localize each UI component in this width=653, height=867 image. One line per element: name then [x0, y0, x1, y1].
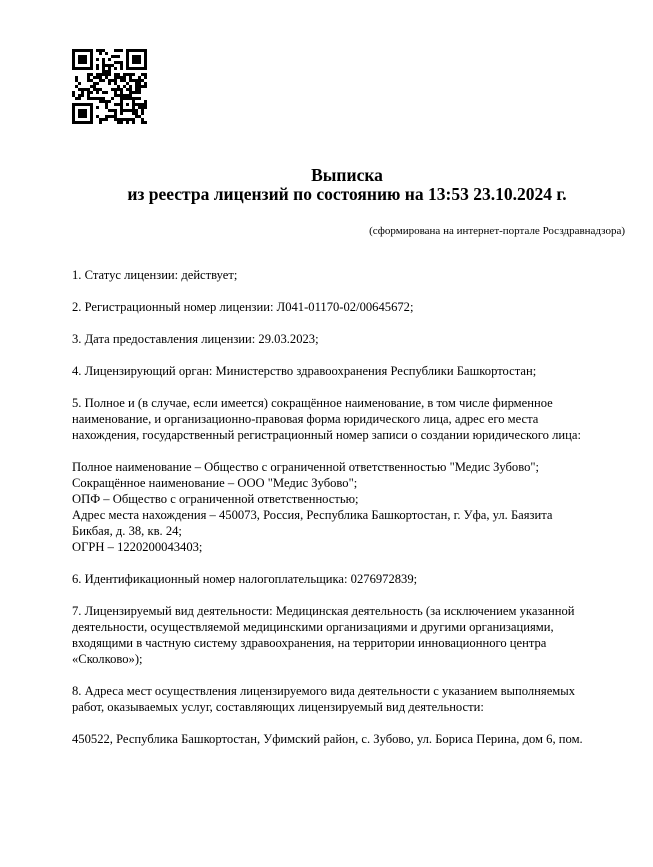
document-line: 3. Дата предоставления лицензии: 29.03.2023; [72, 332, 319, 346]
paragraph-activity-type [72, 603, 617, 667]
document-line: ОПФ – Общество с ограниченной ответственностью; [72, 492, 359, 506]
document-line: 2. Регистрационный номер лицензии: Л041-01170-02/00645672; [72, 300, 414, 314]
paragraph-activity-address [72, 731, 617, 747]
document-line: Полное наименование – Общество с ограниченной ответственностью "Медис Зубово"; [72, 460, 540, 474]
paragraph-license-status [72, 267, 617, 283]
document-line: «Сколково»); [72, 652, 143, 666]
paragraph-registration-number [72, 299, 617, 315]
document-line: Адрес места нахождения – 450073, Россия, Республика Башкортостан, г. Уфа, ул. Баязита [72, 508, 553, 522]
document-line: входящими в частную систему здравоохранения, на территории инновационного центра [72, 636, 547, 650]
document-line: работ, оказываемых услуг, составляющих лицензируемый вид деятельности: [72, 700, 484, 714]
document-line: ОГРН – 1220200043403; [72, 540, 203, 554]
title-line-2: из реестра лицензий по состоянию на 13:53 23.10.2024 г. [127, 184, 567, 204]
document-line: 5. Полное и (в случае, если имеется) сокращённое наименование, в том числе фирменное [72, 396, 553, 410]
document-line: 4. Лицензирующий орган: Министерство здравоохранения Республики Башкортостан; [72, 364, 537, 378]
document-line: Сокращённое наименование – ООО "Медис Зубово"; [72, 476, 358, 490]
paragraph-activity-addresses-intro [72, 683, 617, 715]
document-line: 7. Лицензируемый вид деятельности: Медицинская деятельность (за исключением указанной [72, 604, 575, 618]
document-line: 1. Статус лицензии: действует; [72, 268, 238, 282]
document-body [72, 267, 617, 763]
document-line: нахождения, государственный регистрационный номер записи о создании юридического лица: [72, 428, 581, 442]
paragraph-org-name-intro [72, 395, 617, 443]
title-line-1: Выписка [311, 165, 383, 185]
paragraph-taxpayer-number [72, 571, 617, 587]
document-title [72, 166, 622, 204]
paragraph-licensing-authority [72, 363, 617, 379]
document-line: 6. Идентификационный номер налогоплательщика: 0276972839; [72, 572, 418, 586]
paragraph-org-details [72, 459, 617, 555]
document-line: 8. Адреса мест осуществления лицензируемого вида деятельности с указанием выполняемых [72, 684, 576, 698]
qr-code-icon [72, 49, 147, 124]
document-line: наименование, и организационно-правовая форма юридического лица, адрес его места [72, 412, 539, 426]
paragraph-grant-date [72, 331, 617, 347]
document-line: Бикбая, д. 38, кв. 24; [72, 524, 182, 538]
formation-note: (сформирована на интернет-портале Росздравнадзора) [369, 225, 625, 237]
document-line: 450522, Республика Башкортостан, Уфимский район, с. Зубово, ул. Бориса Перина, дом 6, пом. [72, 732, 583, 746]
document-line: деятельности, осуществляемой медицинскими организациями и другими организациями, [72, 620, 554, 634]
